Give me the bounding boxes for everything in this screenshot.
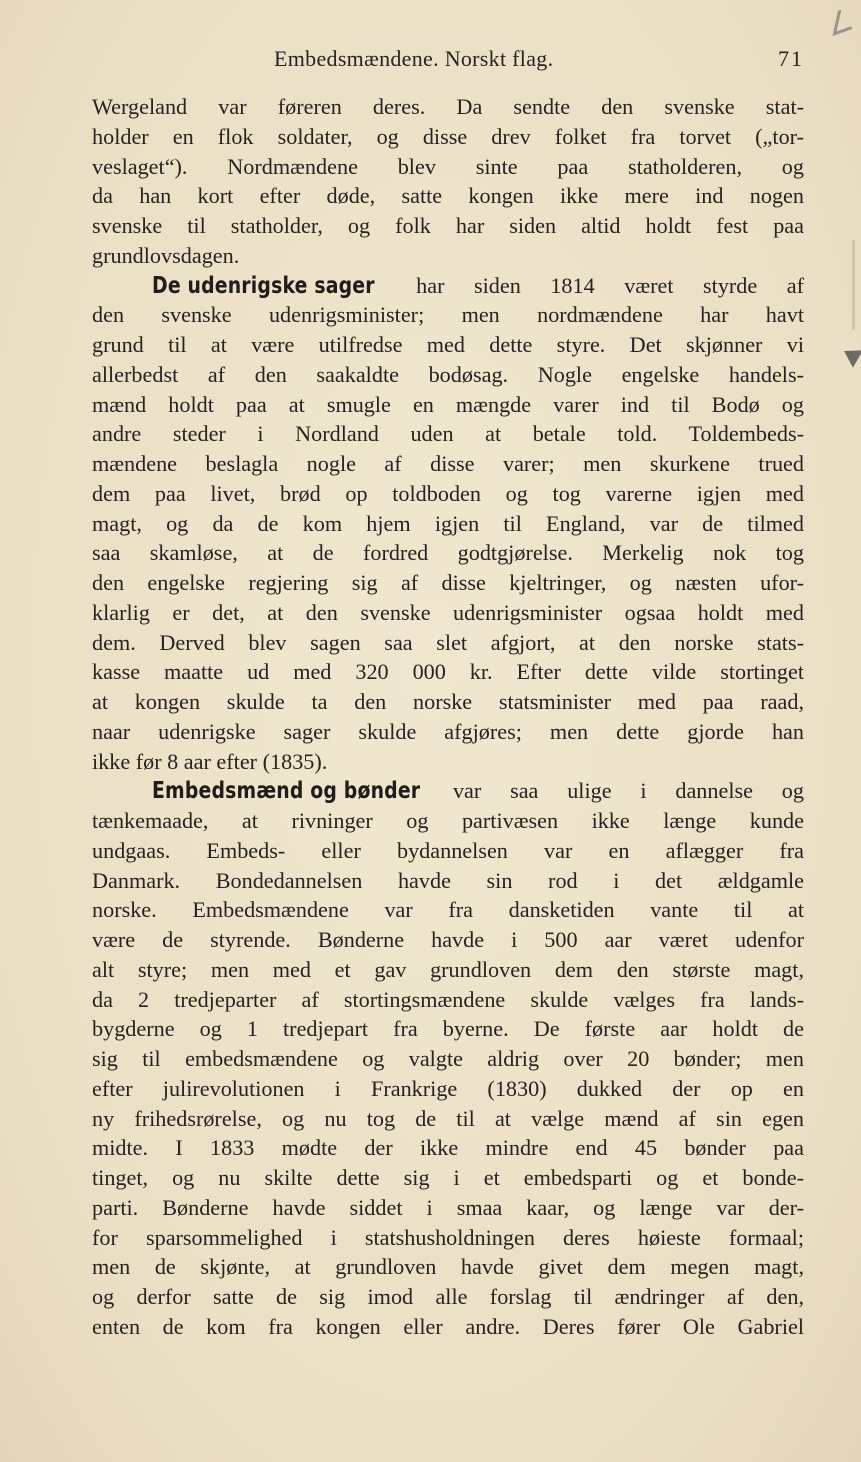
text-line: dem paa livet, brød op toldboden og tog varerne igjen med	[92, 480, 804, 506]
paragraph-lead-text: har siden 1814 været styrde af	[416, 272, 805, 298]
text-line: ny frihedsrørelse, og nu tog de til at vælge mænd af sin egen	[92, 1105, 804, 1131]
text-line: da han kort efter døde, satte kongen ikke mere ind nogen	[92, 183, 804, 209]
text-line: ikke før 8 aar efter (1835).	[92, 748, 328, 774]
text-line: dem. Derved blev sagen saa slet afgjort, at den norske stats-	[92, 629, 804, 655]
text-line: bygderne og 1 tredjepart fra byerne. De første aar holdt de	[92, 1016, 804, 1042]
text-line: enten de kom fra kongen eller andre. Deres fører Ole Gabriel	[92, 1313, 804, 1339]
text-line: og derfor satte de sig imod alle forslag til ændringer af den,	[92, 1284, 804, 1309]
text-line: tænkemaade, at rivninger og partivæsen ikke længe kunde	[92, 808, 804, 833]
text-line: naar udenrigske sager skulde afgjøres; men dette gjorde han	[92, 718, 804, 744]
text-line: andre steder i Nordland uden at betale told. Toldembeds-	[92, 421, 804, 447]
text-line: da 2 tredjeparter af stortingsmændene skulde vælges fra lands-	[92, 986, 804, 1012]
page-number: 71	[778, 46, 804, 71]
text-line: Wergeland var føreren deres. Da sendte den svenske stat-	[92, 94, 804, 119]
text-line: tinget, og nu skilte dette sig i et embedsparti og et bonde-	[92, 1165, 804, 1190]
text-line: svenske til statholder, og folk har siden altid holdt fest paa	[92, 213, 804, 238]
running-header	[92, 46, 804, 76]
text-line: sig til embedsmændene og valgte aldrig over 20 bønder; men	[92, 1046, 804, 1071]
text-line: men de skjønte, at grundloven havde givet dem megen magt,	[92, 1254, 804, 1280]
text-line: saa skamløse, at de fordred godtgjørelse. Merkelig nok tog	[92, 540, 804, 566]
text-line: norske. Embedsmændene var fra dansketiden vante til at	[92, 897, 804, 923]
text-line: Danmark. Bondedannelsen havde sin rod i det ældgamle	[92, 867, 804, 893]
text-line: for sparsommelighed i statshusholdningen deres høieste formaal;	[92, 1224, 804, 1250]
margin-arrow-icon	[839, 342, 861, 367]
paragraph-lead-line	[92, 271, 804, 301]
text-line: parti. Bønderne havde siddet i smaa kaar, og længe var der-	[92, 1194, 804, 1220]
text-line: alt styre; men med et gav grundloven dem den største magt,	[92, 956, 804, 982]
pencil-mark-icon: ∠	[820, 2, 859, 45]
text-line: den engelske regjering sig af disse kjeltringer, og næsten ufor-	[92, 570, 804, 595]
text-line: magt, og da de kom hjem igjen til England, var de tilmed	[92, 510, 804, 536]
text-line: midte. I 1833 mødte der ikke mindre end 45 bønder paa	[92, 1135, 804, 1161]
text-line: efter julirevolutionen i Frankrige (1830) dukked der op en	[92, 1075, 804, 1101]
paragraph-lead-text: var saa ulige i dannelse og	[452, 778, 804, 804]
body-text	[92, 92, 804, 1342]
text-line: klarlig er det, at den svenske udenrigsminister ogsaa holdt med	[92, 599, 804, 625]
text-line: veslaget“). Nordmændene blev sinte paa statholderen, og	[92, 153, 804, 179]
text-line: den svenske udenrigsminister; men nordmændene har havt	[92, 302, 804, 328]
text-line: grundlovsdagen.	[92, 242, 240, 268]
text-line: mænd holdt paa at smugle en mængde varer ind til Bodø og	[92, 391, 804, 417]
section-heading-udenrigske-sager: De udenrigske sager	[152, 272, 375, 299]
text-line: grund til at være utilfredse med dette styre. Det skjønner vi	[92, 332, 804, 357]
text-line: undgaas. Embeds- eller bydannelsen var en aflægger fra	[92, 837, 804, 863]
text-line: kasse maatte ud med 320 000 kr. Efter dette vilde stortinget	[92, 659, 804, 685]
running-title: Embedsmændene. Norskt flag.	[274, 46, 554, 71]
text-line: at kongen skulde ta den norske statsminister med paa raad,	[92, 689, 804, 714]
text-line: være de styrende. Bønderne havde i 500 aar været udenfor	[92, 927, 804, 952]
paragraph-lead-line	[92, 776, 804, 806]
text-line: holder en flok soldater, og disse drev folket fra torvet („tor-	[92, 123, 804, 149]
page-edge-shadow	[852, 240, 855, 330]
section-heading-embedsmaend-og-bonder: Embedsmænd og bønder	[152, 778, 421, 805]
text-line: mændene beslagla nogle af disse varer; men skurkene trued	[92, 451, 804, 476]
text-line: allerbedst af den saakaldte bodøsag. Nogle engelske handels-	[92, 361, 804, 387]
